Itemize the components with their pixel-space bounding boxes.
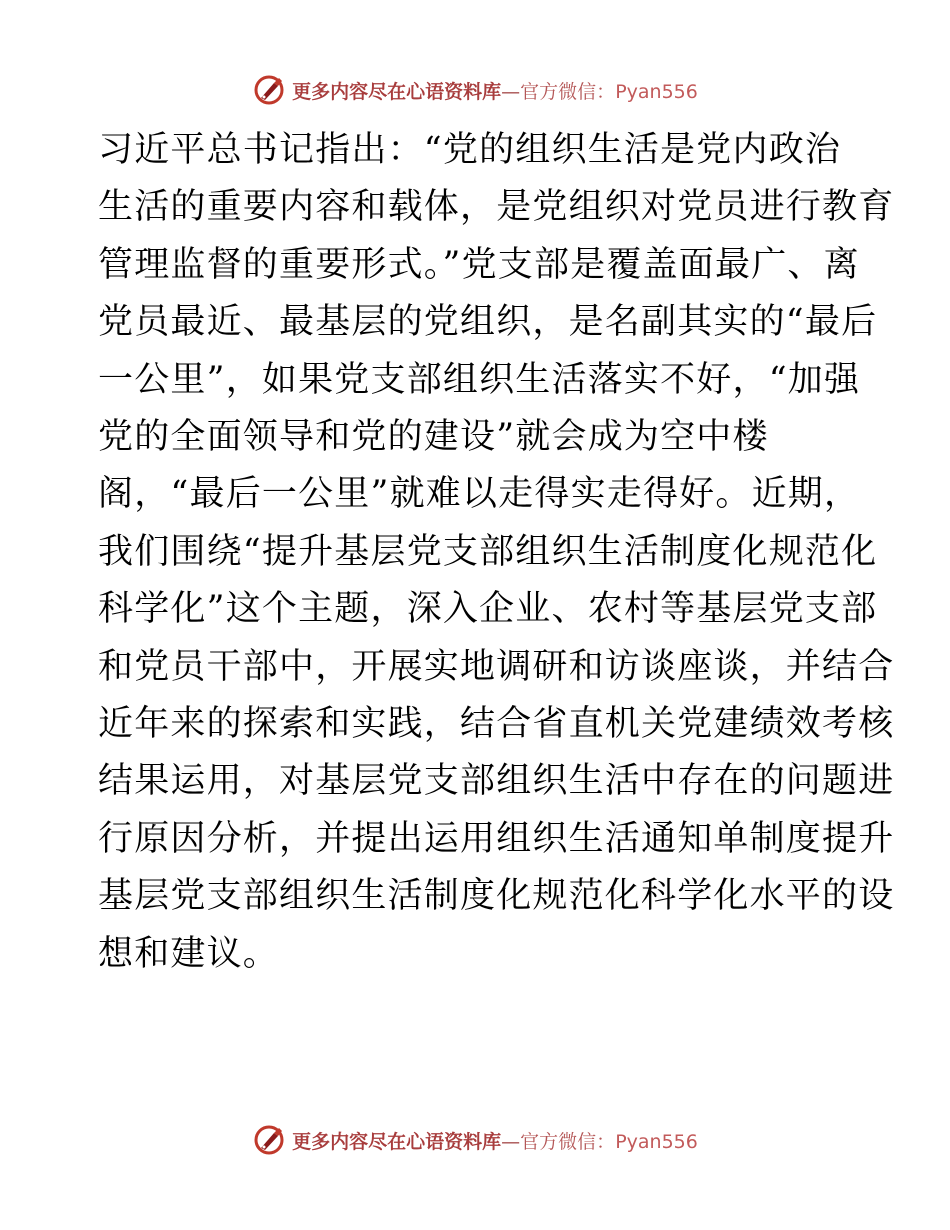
text-line: 党的全面领导和党的建设”就会成为空中楼 bbox=[98, 417, 769, 458]
header-wechat-label: 官方微信： bbox=[520, 80, 616, 103]
footer-banner-text bbox=[292, 1127, 698, 1154]
footer-banner-separator: — bbox=[501, 1130, 521, 1153]
footer-banner bbox=[0, 1120, 950, 1160]
body-paragraph bbox=[98, 122, 895, 983]
header-banner-text bbox=[292, 77, 698, 104]
header-wechat-account: Pyan556 bbox=[615, 80, 698, 103]
footer-banner-main: 更多内容尽在心语资料库 bbox=[292, 1130, 502, 1153]
text-line: 生活的重要内容和载体，是党组织对党员进行教育 bbox=[98, 187, 895, 228]
header-banner-separator: — bbox=[501, 80, 521, 103]
pen-logo-icon bbox=[252, 1123, 286, 1157]
text-line: 基层党支部组织生活制度化规范化科学化水平的设 bbox=[98, 876, 895, 917]
text-line: 习近平总书记指出：“党的组织生活是党内政治 bbox=[98, 130, 842, 170]
text-line: 结果运用，对基层党支部组织生活中存在的问题进 bbox=[98, 761, 895, 802]
text-line: 我们围绕“提升基层党支部组织生活制度化规范化 bbox=[98, 531, 878, 572]
text-line: 行原因分析，并提出运用组织生活通知单制度提升 bbox=[98, 818, 895, 859]
text-line: 科学化”这个主题，深入企业、农村等基层党支部 bbox=[98, 589, 878, 630]
header-banner bbox=[0, 70, 950, 110]
text-line: 阁，“最后一公里”就难以走得实走得好。近期， bbox=[98, 474, 861, 515]
footer-wechat-account: Pyan556 bbox=[615, 1130, 698, 1153]
text-line: 近年来的探索和实践，结合省直机关党建绩效考核 bbox=[98, 704, 895, 745]
document-body bbox=[98, 122, 895, 983]
footer-wechat-label: 官方微信： bbox=[520, 1130, 616, 1153]
text-line: 党员最近、最基层的党组织，是名副其实的“最后 bbox=[98, 302, 878, 343]
text-line: 管理监督的重要形式。”党支部是覆盖面最广、离 bbox=[98, 244, 860, 285]
text-line: 一公里”，如果党支部组织生活落实不好，“加强 bbox=[98, 359, 861, 400]
text-line: 和党员干部中，开展实地调研和访谈座谈，并结合 bbox=[98, 646, 895, 687]
header-banner-main: 更多内容尽在心语资料库 bbox=[292, 80, 502, 103]
text-line: 想和建议。 bbox=[98, 933, 280, 974]
pen-logo-icon bbox=[252, 73, 286, 107]
